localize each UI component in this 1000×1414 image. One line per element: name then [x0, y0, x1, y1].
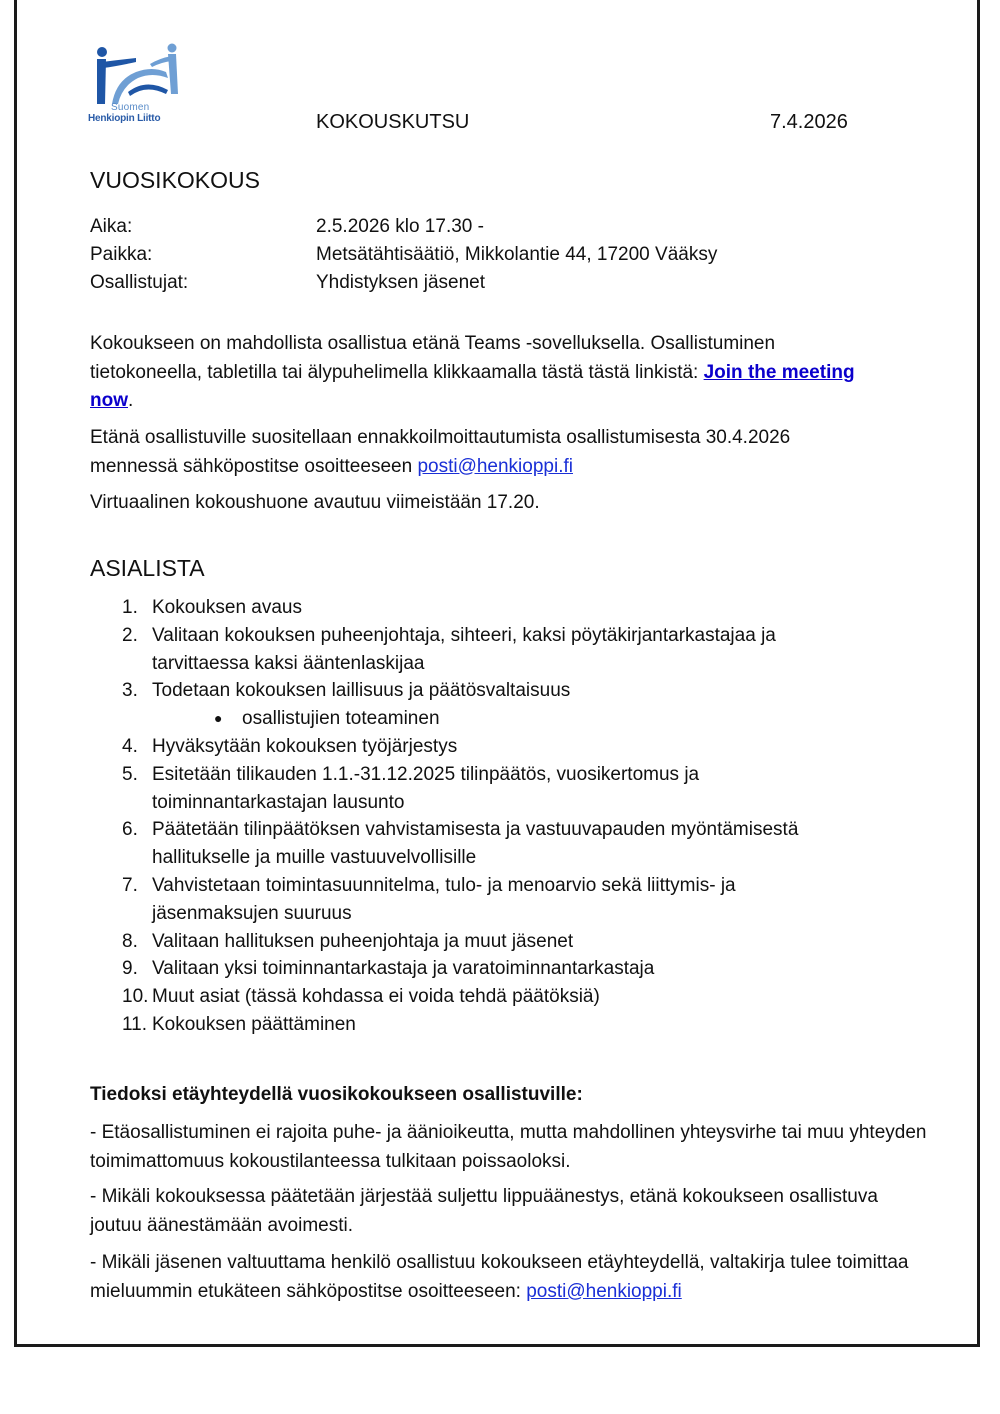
- item-number: 8.: [122, 930, 138, 952]
- item-number: 1.: [122, 597, 138, 618]
- list-item: [90, 733, 890, 761]
- item-text: osallistujien toteaminen: [242, 708, 440, 730]
- join-meeting-link[interactable]: Join the meeting now: [90, 361, 855, 411]
- item-text: Valitaan hallituksen puheenjohtaja ja muut jäsenet: [152, 930, 574, 952]
- item-text: Muut asiat (tässä kohdassa ei voida tehdä päätöksiä): [152, 986, 600, 1008]
- item-number: 11.: [122, 1013, 148, 1035]
- list-item: [90, 761, 890, 817]
- bullet-icon: ●: [214, 710, 223, 727]
- info-value: 2.5.2026 klo 17.30 -: [316, 216, 484, 237]
- list-item: [90, 928, 890, 956]
- item-number: 10.: [122, 986, 149, 1008]
- registration-paragraph: [90, 424, 880, 481]
- list-item: [90, 622, 890, 678]
- item-number: 6.: [122, 819, 138, 841]
- list-item: [90, 955, 890, 983]
- info-label: Aika:: [90, 216, 133, 237]
- info-row-time: [90, 216, 890, 238]
- item-text: Esitetään tilikauden 1.1.-31.12.2025 tilinpäätös, vuosikertomus ja toiminnantarkastajan lausunto: [152, 763, 700, 813]
- info-label: Paikka:: [90, 244, 153, 265]
- item-text: Päätetään tilinpäätöksen vahvistamisesta ja vastuuvapauden myöntämisestä hallitukselle ja muille vastuuvelvollisille: [152, 819, 799, 869]
- item-text: Valitaan yksi toiminnantarkastaja ja varatoiminnantarkastaja: [152, 958, 655, 980]
- item-number: 2.: [122, 624, 138, 646]
- item-text: Todetaan kokouksen laillisuus ja päätösvaltaisuus: [152, 680, 571, 702]
- paragraph-text: Etänä osallistuville suositellaan ennakkoilmoittautumista osallistumisesta 30.4.2026 mennessä sähköpostitse osoitteeseen: [90, 427, 791, 477]
- list-item: [90, 983, 890, 1011]
- info-value: Yhdistyksen jäsenet: [316, 272, 485, 293]
- notice-paragraph: - Mikäli kokouksessa päätetään järjestää suljettu lippuäänestys, etänä kokoukseen osallistuva joutuu äänestämään avoimesti.: [90, 1186, 878, 1236]
- list-item: [90, 1011, 890, 1039]
- document-type: KOKOUSKUTSU: [316, 111, 470, 133]
- notice-title: Tiedoksi etäyhteydellä vuosikokoukseen osallistuville:: [90, 1084, 583, 1105]
- list-item: [90, 872, 890, 928]
- room-opens-paragraph: Virtuaalinen kokoushuone avautuu viimeistään 17.20.: [90, 492, 540, 513]
- document-date: 7.4.2026: [770, 111, 848, 133]
- info-row-participants: [90, 272, 890, 294]
- info-row-place: [90, 244, 890, 266]
- item-number: 7.: [122, 874, 138, 896]
- agenda-list: [90, 594, 890, 1039]
- email-link[interactable]: posti@henkioppi.fi: [526, 1280, 682, 1302]
- item-number: 4.: [122, 735, 138, 757]
- remote-participation-paragraph: [90, 330, 880, 416]
- item-number: 3.: [122, 680, 138, 702]
- item-number: 9.: [122, 958, 138, 980]
- list-item: [90, 594, 890, 622]
- paragraph-text: .: [128, 390, 134, 411]
- info-label: Osallistujat:: [90, 272, 189, 293]
- item-text: Kokouksen avaus: [152, 597, 302, 618]
- list-item: [90, 816, 890, 872]
- logo-text-line1: Suomen: [111, 102, 150, 113]
- item-text: Vahvistetaan toimintasuunnitelma, tulo- ja menoarvio sekä liittymis- ja jäsenmaksujen suuruus: [152, 874, 736, 924]
- notice-paragraph: - Etäosallistuminen ei rajoita puhe- ja äänioikeutta, mutta mahdollinen yhteysvirhe tai muu yhteyden toimimattomuus kokoustilanteessa tulkitaan poissaoloksi.: [90, 1122, 927, 1172]
- notice-paragraph: [90, 1249, 930, 1306]
- sub-list-item: [90, 705, 890, 733]
- list-item: [90, 677, 890, 705]
- item-text: Kokouksen päättäminen: [152, 1013, 356, 1035]
- item-number: 5.: [122, 763, 138, 785]
- info-value: Metsätähtisäätiö, Mikkolantie 44, 17200 Vääksy: [316, 244, 718, 265]
- paragraph-text: - Mikäli jäsenen valtuuttama henkilö osallistuu kokoukseen etäyhteydellä, valtakirja tulee toimittaa mieluummin etukäteen sähköpostitse osoitteeseen:: [90, 1252, 909, 1302]
- logo-text-line2: Henkiopin Liitto: [88, 113, 161, 124]
- agenda-title: ASIALISTA: [90, 555, 205, 581]
- item-text: Hyväksytään kokouksen työjärjestys: [152, 735, 458, 757]
- page-title: VUOSIKOKOUS: [90, 167, 260, 193]
- paragraph-text: Kokoukseen on mahdollista osallistua etänä Teams -sovelluksella. Osallistuminen tietokoneella, tabletilla tai älypuhelimella klikkaamalla tästä tästä linkistä:: [90, 333, 776, 383]
- item-text: Valitaan kokouksen puheenjohtaja, sihteeri, kaksi pöytäkirjantarkastajaa ja tarvittaessa kaksi ääntenlaskijaa: [152, 624, 776, 674]
- email-link[interactable]: posti@henkioppi.fi: [417, 455, 573, 477]
